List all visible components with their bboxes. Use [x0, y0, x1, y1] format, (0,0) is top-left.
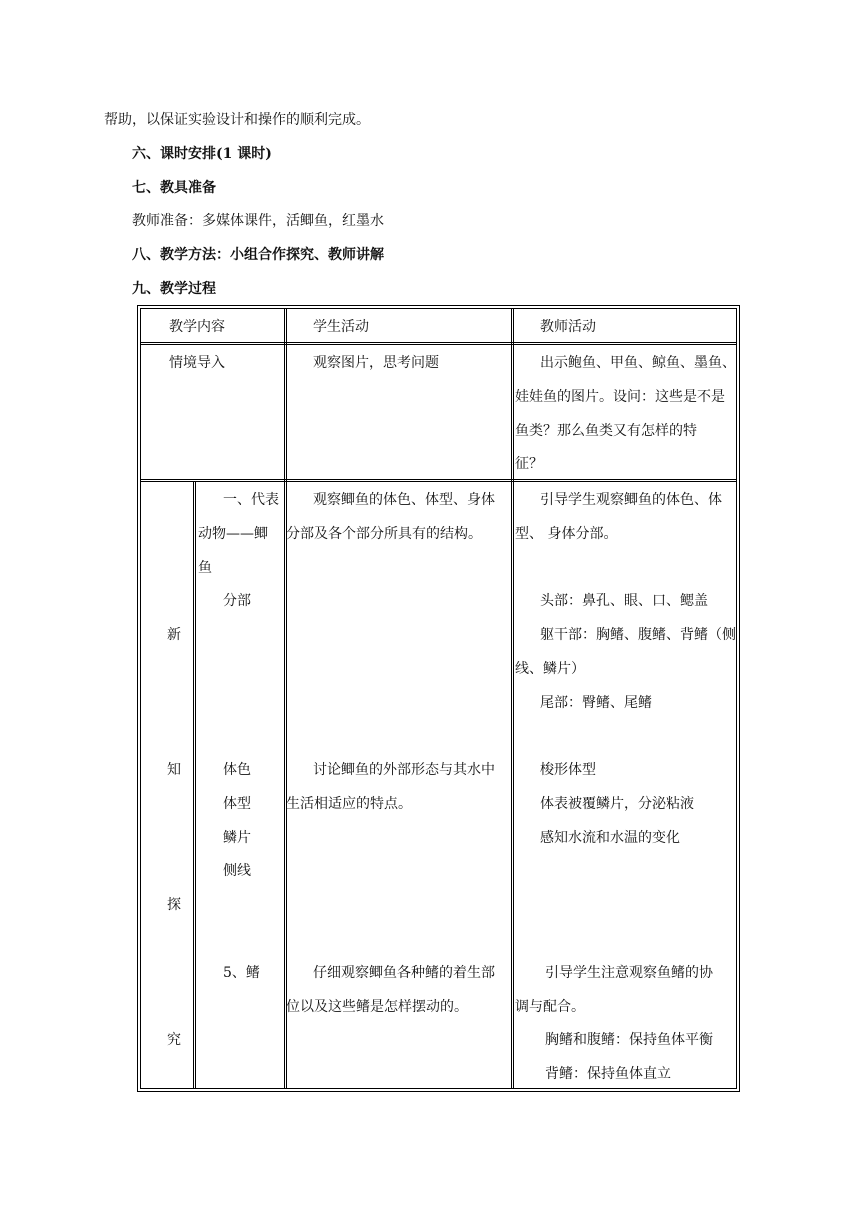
- row1-teacher-line: 征？: [515, 456, 543, 472]
- teacher-activity-line: 调与配合。: [515, 999, 585, 1015]
- teacher-activity-line: 梭形体型: [540, 762, 596, 778]
- section-char: 探: [167, 897, 181, 913]
- topic-sub-item: 体型: [223, 796, 251, 812]
- teacher-activity-line: 背鳍：保持鱼体直立: [545, 1066, 671, 1082]
- column-divider: [286, 309, 287, 1088]
- section-9-heading: 九、教学过程: [132, 281, 216, 297]
- student-activity-line: 位以及这些鳍是怎样摆动的。: [286, 999, 468, 1015]
- row1-student: 观察图片，思考问题: [313, 355, 439, 371]
- header-student: 学生活动: [313, 319, 369, 335]
- topic-sub-item: 鳞片: [223, 830, 251, 846]
- row1-teacher-line: 娃娃鱼的图片。设问：这些是不是: [515, 389, 725, 405]
- header-teacher: 教师活动: [540, 319, 596, 335]
- teacher-activity-line: 躯干部：胸鳍、腹鳍、背鳍（侧: [540, 627, 736, 643]
- section-char: 知: [167, 762, 181, 778]
- student-activity-line: 分部及各个部分所具有的结构。: [286, 526, 482, 542]
- teacher-activity-line: 感知水流和水温的变化: [540, 830, 680, 846]
- topic-sub-fenbu: 分部: [223, 593, 251, 609]
- topic-sub-fins: 5、鳍: [223, 965, 260, 981]
- teacher-activity-line: 引导学生注意观察鱼鳍的协: [545, 965, 713, 981]
- teacher-activity-line: 线、鳞片）: [515, 661, 585, 677]
- teacher-activity-line: 型、 身体分部。: [515, 526, 618, 542]
- section-char: 究: [167, 1032, 181, 1048]
- topic-sub-item: 体色: [223, 762, 251, 778]
- row1-teacher-line: 鱼类？那么鱼类又有怎样的特: [515, 423, 697, 439]
- header-content: 教学内容: [169, 319, 225, 335]
- teacher-activity-line: 尾部：臀鳍、尾鳍: [540, 695, 652, 711]
- topic-line: 动物——鲫: [198, 526, 268, 542]
- column-divider: [284, 309, 285, 1088]
- table-rule: [141, 479, 736, 480]
- teacher-activity-line: 引导学生观察鲫鱼的体色、体: [540, 492, 722, 508]
- column-divider: [195, 481, 196, 1088]
- section-6-heading: 六、课时安排(1 课时): [132, 146, 272, 162]
- intro-line: 帮助，以保证实验设计和操作的顺利完成。: [104, 112, 370, 128]
- table-rule: [141, 342, 736, 343]
- student-activity-line: 仔细观察鲫鱼各种鳍的着生部: [313, 965, 495, 981]
- row1-teacher-line: 出示鲍鱼、甲鱼、鲸鱼、墨鱼、: [540, 355, 736, 371]
- column-divider: [511, 309, 512, 1088]
- section-8-heading: 八、教学方法：小组合作探究、教师讲解: [132, 247, 384, 263]
- section-char: 新: [167, 627, 181, 643]
- teacher-activity-line: 体表被覆鳞片，分泌粘液: [540, 796, 694, 812]
- teacher-activity-line: 头部：鼻孔、眼、口、鳃盖: [540, 593, 708, 609]
- table-rule: [141, 481, 736, 482]
- topic-line: 一、代表: [223, 492, 279, 508]
- teacher-activity-line: 胸鳍和腹鳍：保持鱼体平衡: [545, 1032, 713, 1048]
- row1-content: 情境导入: [169, 355, 225, 371]
- teacher-prep-text: 教师准备：多媒体课件，活鲫鱼，红墨水: [132, 213, 384, 229]
- student-activity-line: 观察鲫鱼的体色、体型、身体: [313, 492, 495, 508]
- teaching-process-table: [137, 305, 740, 1092]
- column-divider: [193, 481, 194, 1088]
- column-divider: [513, 309, 514, 1088]
- student-activity-line: 讨论鲫鱼的外部形态与其水中: [313, 762, 495, 778]
- table-rule: [141, 344, 736, 345]
- student-activity-line: 生活相适应的特点。: [286, 796, 412, 812]
- topic-line: 鱼: [198, 560, 212, 576]
- topic-sub-item: 侧线: [223, 863, 251, 879]
- section-7-heading: 七、教具准备: [132, 180, 216, 196]
